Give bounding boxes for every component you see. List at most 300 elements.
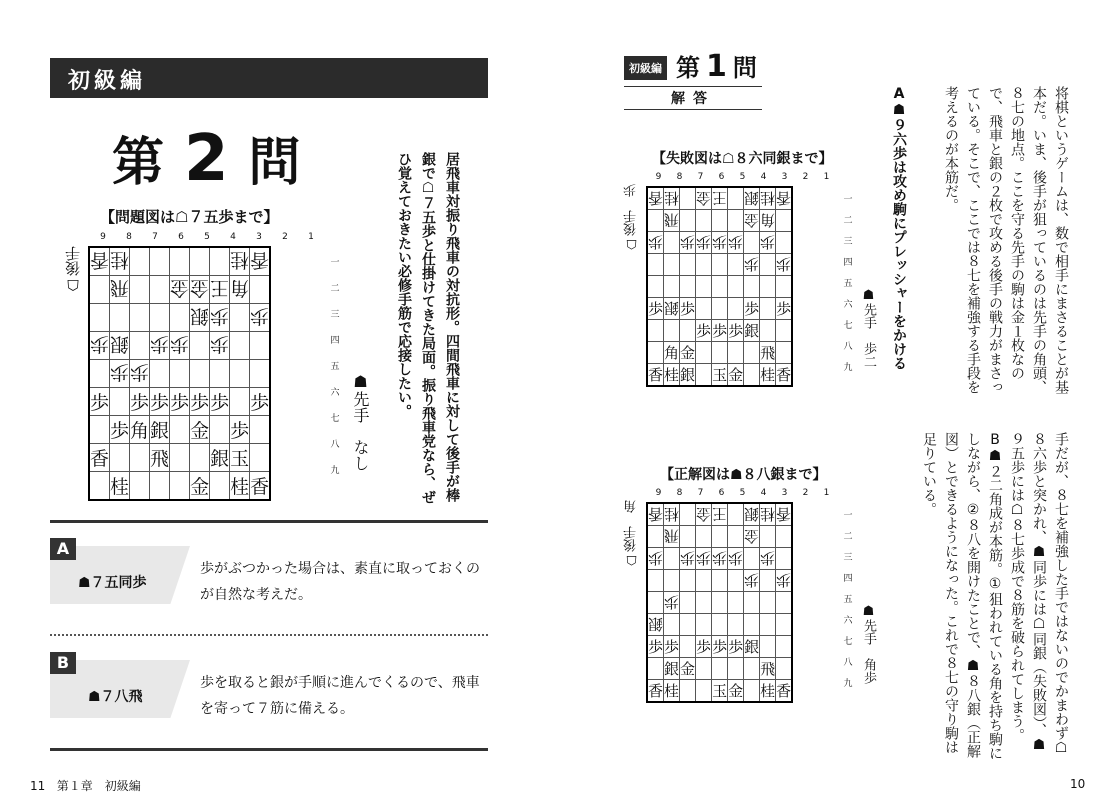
board-square xyxy=(230,444,250,472)
board-square xyxy=(744,526,760,548)
board-square xyxy=(170,332,190,360)
board-square xyxy=(696,364,712,387)
gote-piece: 銀 xyxy=(744,505,760,523)
sente-piece: 銀 xyxy=(150,420,170,442)
board-square xyxy=(210,304,230,332)
board-square xyxy=(776,276,793,298)
sente-piece: 桂 xyxy=(664,682,680,700)
answer-body-top xyxy=(888,86,910,406)
board-square xyxy=(130,304,150,332)
sente-piece: 銀 xyxy=(664,660,680,678)
rank-label: 八 xyxy=(843,658,853,668)
rank-label: 七 xyxy=(330,413,340,424)
board-square xyxy=(776,187,793,210)
board-square xyxy=(744,320,760,342)
gote-piece: 歩 xyxy=(712,549,728,567)
answer-tag: 初級編 xyxy=(624,56,667,80)
answer-body-bottom: 手だが、８七を補強した手ではないのでかまわず☖８六歩と突かれ、☗同歩には☖同銀（失敗図）、☗９五歩には☖８七歩成で８筋を破られてしまう。B☗２二角成が本筋。①狙われている角を持ち駒にしながら、②８八を開けたことで、☗８八銀（正解図）とできるようになった。これで８七の守り駒は足りている。 xyxy=(921,432,1069,760)
rank-labels xyxy=(841,188,855,377)
gote-piece: 歩 xyxy=(130,361,150,383)
option-b-tag: B xyxy=(50,652,76,674)
file-label: 1 xyxy=(823,172,830,182)
board-square xyxy=(647,364,664,387)
board-square xyxy=(250,276,271,304)
sente-piece: 歩 xyxy=(110,420,130,442)
board-square xyxy=(250,332,271,360)
left-page-number: 11 xyxy=(30,779,46,793)
rank-label: 五 xyxy=(330,361,340,372)
board-square xyxy=(760,187,776,210)
file-label: 4 xyxy=(760,488,767,498)
gote-piece: 歩 xyxy=(648,233,664,251)
board-square xyxy=(696,526,712,548)
sente-piece: 歩 xyxy=(696,638,712,656)
board-square xyxy=(776,614,793,636)
right-page-number: 10 xyxy=(1070,777,1086,791)
board-square xyxy=(110,247,130,276)
board-square xyxy=(728,276,744,298)
sente-piece: 玉 xyxy=(712,366,728,384)
board-square xyxy=(712,298,728,320)
sente-piece: 金 xyxy=(728,682,744,700)
board-square xyxy=(210,332,230,360)
sente-piece: 玉 xyxy=(712,682,728,700)
gote-piece: 香 xyxy=(776,189,792,207)
gote-piece: 歩 xyxy=(110,361,130,383)
board-square xyxy=(89,472,110,501)
board-square xyxy=(150,388,170,416)
board-square xyxy=(150,416,170,444)
board-square xyxy=(664,364,680,387)
board-square xyxy=(760,592,776,614)
rank-labels xyxy=(841,504,855,693)
board-square xyxy=(760,614,776,636)
board-square xyxy=(744,592,760,614)
gote-piece: 銀 xyxy=(648,615,664,633)
board-square xyxy=(744,680,760,703)
problem-description: 居飛車対振り飛車の対抗形。四間飛車に対して後手が棒銀で☖７五歩と仕掛けてきた局面。振り飛車党なら、ぜひ覚えておきたい必修手筋で応接したい。 xyxy=(396,152,460,504)
problem-diagram-caption: 【問題図は☖７五歩まで】 xyxy=(100,208,279,226)
board-square xyxy=(776,570,793,592)
board-square xyxy=(250,472,271,501)
rank-label: 九 xyxy=(330,465,340,476)
board-square xyxy=(89,360,110,388)
sente-piece: 歩 xyxy=(90,392,110,414)
board-square xyxy=(728,364,744,387)
gote-piece: 香 xyxy=(648,505,664,523)
board-square xyxy=(680,342,696,364)
sente-piece: 歩 xyxy=(696,322,712,340)
problem-player-bottom: ☗先手 なし xyxy=(351,372,370,471)
sente-piece: 金 xyxy=(190,476,210,498)
gote-piece: 歩 xyxy=(150,333,170,355)
rank-label: 九 xyxy=(843,679,853,689)
board-square xyxy=(110,360,130,388)
board-square xyxy=(680,364,696,387)
sente-piece: 銀 xyxy=(210,448,230,470)
file-label: 9 xyxy=(655,172,662,182)
gote-piece: 歩 xyxy=(744,255,760,273)
board-square xyxy=(230,472,250,501)
board-square xyxy=(680,658,696,680)
board-square xyxy=(728,636,744,658)
board-square xyxy=(776,232,793,254)
sente-piece: 桂 xyxy=(760,682,776,700)
gote-piece: 角 xyxy=(760,211,776,229)
board-square xyxy=(170,444,190,472)
board-square xyxy=(744,364,760,387)
sente-piece: 香 xyxy=(648,366,664,384)
board-square xyxy=(712,592,728,614)
board-square xyxy=(230,360,250,388)
board-square xyxy=(190,276,210,304)
file-label: 1 xyxy=(308,232,314,242)
gote-piece: 銀 xyxy=(744,189,760,207)
board-square xyxy=(110,304,130,332)
board-square xyxy=(728,232,744,254)
gote-piece: 桂 xyxy=(760,505,776,523)
board-square xyxy=(760,210,776,232)
board-square xyxy=(776,592,793,614)
sente-piece: 飛 xyxy=(760,660,776,678)
rank-label: 三 xyxy=(843,553,853,563)
board-square xyxy=(744,503,760,526)
gote-piece: 歩 xyxy=(760,233,776,251)
rank-label: 九 xyxy=(843,363,853,373)
board-square xyxy=(190,360,210,388)
answer-number: 1 xyxy=(706,49,733,84)
board-square xyxy=(647,210,664,232)
board-square xyxy=(130,332,150,360)
gote-piece: 歩 xyxy=(680,233,696,251)
board-square xyxy=(664,658,680,680)
sente-piece: 歩 xyxy=(664,638,680,656)
board-square xyxy=(760,298,776,320)
rank-label: 七 xyxy=(843,637,853,647)
board-square xyxy=(150,444,170,472)
board-square xyxy=(680,503,696,526)
answer-title xyxy=(676,48,763,84)
gote-piece: 桂 xyxy=(110,249,130,271)
board-square xyxy=(230,276,250,304)
sente-piece: 歩 xyxy=(712,638,728,656)
sente-piece: 銀 xyxy=(680,366,696,384)
board-square xyxy=(150,472,170,501)
board-square xyxy=(664,342,680,364)
gote-piece: 香 xyxy=(250,249,270,271)
sente-piece: 歩 xyxy=(728,322,744,340)
gote-piece: 歩 xyxy=(210,333,230,355)
board-square xyxy=(190,444,210,472)
board-square xyxy=(664,680,680,703)
board-square xyxy=(728,342,744,364)
board-square xyxy=(110,416,130,444)
board-square xyxy=(647,187,664,210)
sente-piece: 香 xyxy=(776,682,792,700)
file-labels xyxy=(90,232,324,242)
board-square xyxy=(647,548,664,570)
file-label: 9 xyxy=(100,232,106,242)
sente-piece: 飛 xyxy=(760,344,776,362)
gote-piece: 金 xyxy=(696,189,712,207)
answer-body-top-main: 将棋というゲームは、数で相手にまさることが基本だ。いま、後手が狙っているのは先手の角頭、８七の地点。ここを守る先手の駒は金１枚なので、飛車と銀の２枚で攻める後手の戦力がまさっている。そこで、ここでは８七を補強する手段を考えるのが本筋だ。 xyxy=(943,86,1069,394)
board-square xyxy=(744,614,760,636)
board-square xyxy=(230,304,250,332)
file-label: 9 xyxy=(655,488,662,498)
board-square xyxy=(680,680,696,703)
gote-piece: 金 xyxy=(696,505,712,523)
rank-label: 一 xyxy=(843,195,853,205)
board-square xyxy=(647,298,664,320)
gote-piece: 銀 xyxy=(110,333,130,355)
option-b-text: 歩を取ると銀が手順に進んでくるので、飛車を寄って７筋に備える。 xyxy=(200,675,480,717)
option-b-move: ☗７八飛 xyxy=(88,689,143,705)
gote-piece: 歩 xyxy=(250,305,270,327)
board-square xyxy=(680,570,696,592)
board-square xyxy=(760,254,776,276)
board-square xyxy=(744,658,760,680)
board-square xyxy=(728,254,744,276)
gote-piece: 歩 xyxy=(776,571,792,589)
problem-title-post: 問 xyxy=(248,133,321,193)
board-square xyxy=(647,254,664,276)
board-square xyxy=(680,526,696,548)
board-square xyxy=(776,503,793,526)
board-grid xyxy=(646,502,793,703)
board-square xyxy=(760,548,776,570)
file-label: 6 xyxy=(718,172,725,182)
board-square xyxy=(696,320,712,342)
board-square xyxy=(696,342,712,364)
correct-player-top-text: ☖後手 角 xyxy=(624,500,639,567)
board-square xyxy=(744,210,760,232)
rank-label: 四 xyxy=(843,574,853,584)
board-square xyxy=(130,360,150,388)
board-square xyxy=(647,503,664,526)
file-label: 7 xyxy=(697,488,704,498)
board-square xyxy=(680,232,696,254)
board-square xyxy=(744,298,760,320)
sente-piece: 飛 xyxy=(150,448,170,470)
rank-label: 六 xyxy=(843,300,853,310)
board-square xyxy=(696,503,712,526)
board-square xyxy=(647,320,664,342)
board-square xyxy=(170,416,190,444)
sente-piece: 歩 xyxy=(776,300,792,318)
board-square xyxy=(712,210,728,232)
board-square xyxy=(130,416,150,444)
board-square xyxy=(89,332,110,360)
board-square xyxy=(210,276,230,304)
sente-piece: 金 xyxy=(680,660,696,678)
board-square xyxy=(744,254,760,276)
gote-piece: 飛 xyxy=(664,211,680,229)
board-square xyxy=(696,592,712,614)
board-square xyxy=(647,276,664,298)
file-label: 2 xyxy=(282,232,288,242)
board-grid xyxy=(646,186,793,387)
board-square xyxy=(696,232,712,254)
gote-piece: 歩 xyxy=(728,549,744,567)
board-square xyxy=(210,472,230,501)
correct-diagram-caption: 【正解図は☗８八銀まで】 xyxy=(660,467,827,483)
board-square xyxy=(712,232,728,254)
board-square xyxy=(664,320,680,342)
problem-title-pre: 第 xyxy=(112,133,185,193)
board-square xyxy=(150,304,170,332)
gote-piece: 歩 xyxy=(210,305,230,327)
board-square xyxy=(728,320,744,342)
board-square xyxy=(776,658,793,680)
board-square xyxy=(647,342,664,364)
sente-piece: 銀 xyxy=(744,322,760,340)
failure-player-top-text: ☖後手 歩 xyxy=(624,184,639,251)
problem-player-top xyxy=(62,246,83,294)
board-square xyxy=(744,342,760,364)
gote-piece: 金 xyxy=(744,211,760,229)
gote-piece: 歩 xyxy=(760,549,776,567)
rank-label: 六 xyxy=(330,387,340,398)
file-label: 5 xyxy=(739,488,746,498)
board-square xyxy=(664,298,680,320)
board-square xyxy=(647,614,664,636)
board-square xyxy=(210,360,230,388)
sente-piece: 歩 xyxy=(744,300,760,318)
board-square xyxy=(776,210,793,232)
gote-piece: 王 xyxy=(712,189,728,207)
board-square xyxy=(150,360,170,388)
board-square xyxy=(680,614,696,636)
board-square xyxy=(230,332,250,360)
correct-player-bottom: ☗先手 角歩 xyxy=(861,604,876,684)
board-square xyxy=(728,614,744,636)
problem-number: 2 xyxy=(184,122,249,196)
board-square xyxy=(250,360,271,388)
file-label: 7 xyxy=(152,232,158,242)
sente-piece: 歩 xyxy=(648,300,664,318)
board-square xyxy=(89,444,110,472)
gote-piece: 金 xyxy=(190,277,210,299)
gote-piece: 歩 xyxy=(712,233,728,251)
board-square xyxy=(760,503,776,526)
board-square xyxy=(110,388,130,416)
board-square xyxy=(230,247,250,276)
board-square xyxy=(728,503,744,526)
gote-piece: 歩 xyxy=(744,571,760,589)
file-label: 2 xyxy=(802,172,809,182)
board-square xyxy=(744,548,760,570)
board-square xyxy=(696,636,712,658)
rank-label: 八 xyxy=(330,439,340,450)
gote-piece: 金 xyxy=(744,527,760,545)
board-square xyxy=(776,680,793,703)
board-square xyxy=(680,548,696,570)
file-label: 7 xyxy=(697,172,704,182)
board-square xyxy=(728,570,744,592)
options-bottom-rule xyxy=(50,748,488,751)
sente-piece: 歩 xyxy=(712,322,728,340)
board-square xyxy=(696,210,712,232)
board-square xyxy=(664,592,680,614)
board-square xyxy=(664,276,680,298)
option-a-text: 歩がぶつかった場合は、素直に取っておくのが自然な考えだ。 xyxy=(200,561,480,603)
footer-left xyxy=(30,777,141,794)
gote-piece: 金 xyxy=(170,277,190,299)
rank-label: 一 xyxy=(330,257,340,268)
board-square xyxy=(647,592,664,614)
problem-title xyxy=(112,120,321,196)
file-labels xyxy=(648,172,837,182)
board-square xyxy=(760,636,776,658)
board-square xyxy=(744,187,760,210)
file-label: 8 xyxy=(676,172,683,182)
board-square xyxy=(744,276,760,298)
sente-piece: 桂 xyxy=(760,366,776,384)
board-square xyxy=(89,247,110,276)
sente-piece: 角 xyxy=(130,420,150,442)
file-label: 1 xyxy=(823,488,830,498)
sente-piece: 金 xyxy=(190,420,210,442)
sente-piece: 桂 xyxy=(110,476,130,498)
sente-piece: 桂 xyxy=(664,366,680,384)
sente-piece: 玉 xyxy=(230,448,250,470)
file-label: 4 xyxy=(760,172,767,182)
board-square xyxy=(647,680,664,703)
gote-piece: 歩 xyxy=(680,549,696,567)
board-square xyxy=(230,416,250,444)
sente-piece: 香 xyxy=(250,476,270,498)
board-square xyxy=(250,416,271,444)
sente-piece: 香 xyxy=(90,448,110,470)
board-square xyxy=(696,680,712,703)
board-square xyxy=(696,276,712,298)
board-square xyxy=(680,210,696,232)
board-square xyxy=(712,276,728,298)
file-label: 6 xyxy=(718,488,725,498)
gote-piece: 歩 xyxy=(648,549,664,567)
board-square xyxy=(89,304,110,332)
gote-piece: 歩 xyxy=(696,549,712,567)
board-square xyxy=(680,298,696,320)
board-square xyxy=(776,254,793,276)
board-square xyxy=(760,320,776,342)
gote-piece: 桂 xyxy=(230,249,250,271)
rank-label: 三 xyxy=(330,309,340,320)
file-label: 5 xyxy=(204,232,210,242)
gote-piece: 銀 xyxy=(664,299,680,317)
board-square xyxy=(190,332,210,360)
sente-piece: 歩 xyxy=(170,392,190,414)
board-square xyxy=(696,187,712,210)
board-square xyxy=(190,388,210,416)
gote-piece: 飛 xyxy=(110,277,130,299)
file-label: 3 xyxy=(781,172,788,182)
board-square xyxy=(776,342,793,364)
board-square xyxy=(680,276,696,298)
failure-player-top xyxy=(622,184,641,251)
rank-label: 一 xyxy=(843,511,853,521)
board-square xyxy=(170,360,190,388)
board-square xyxy=(712,364,728,387)
board-square xyxy=(250,388,271,416)
board-square xyxy=(250,444,271,472)
category-band xyxy=(50,58,488,98)
board-square xyxy=(680,187,696,210)
sente-piece: 角 xyxy=(664,344,680,362)
board-square xyxy=(728,210,744,232)
board-square xyxy=(776,298,793,320)
board-square xyxy=(696,614,712,636)
